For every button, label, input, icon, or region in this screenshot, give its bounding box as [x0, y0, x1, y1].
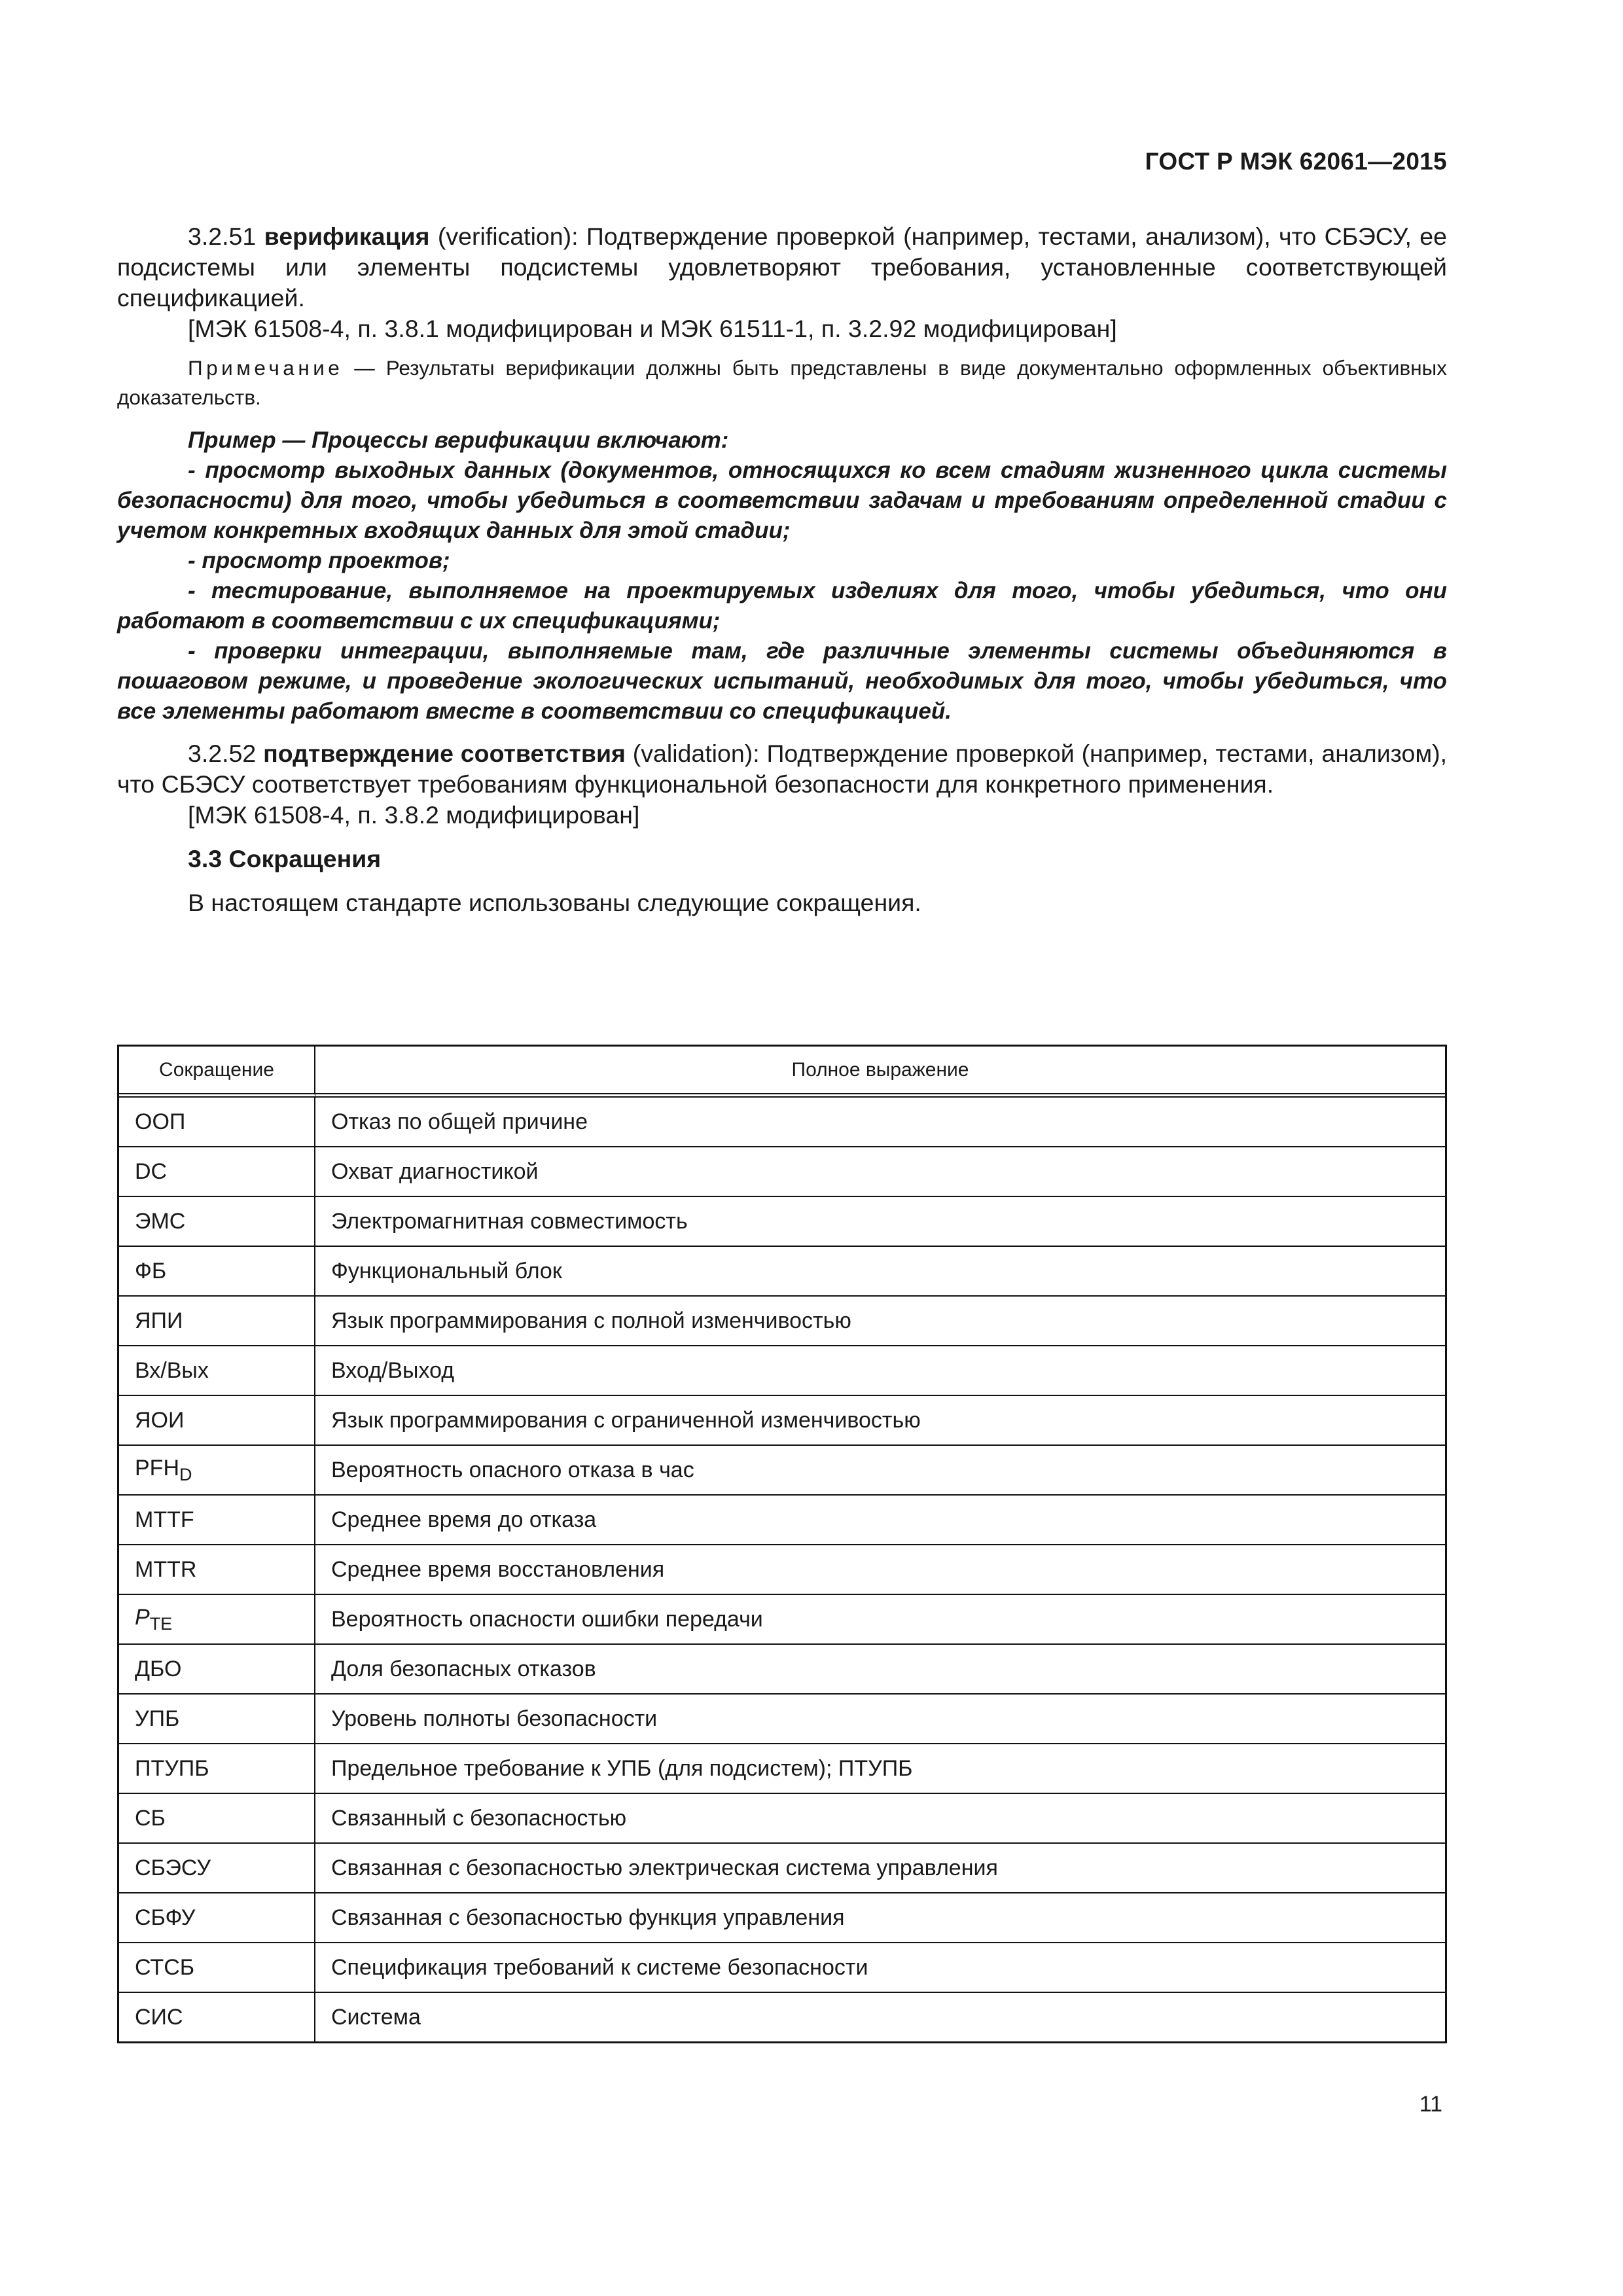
table-row: [119, 1496, 1445, 1545]
abbreviation-cell: [119, 1446, 315, 1496]
full-expression-cell: Уровень полноты безопасности: [315, 1695, 1445, 1744]
term-3-2-52: [117, 738, 1447, 800]
abbreviation-text: СБФУ: [135, 1905, 196, 1930]
abbreviation-text: ООП: [135, 1109, 186, 1134]
full-expression-cell: Электромагнитная совместимость: [315, 1197, 1445, 1247]
abbreviations-table: [117, 1045, 1447, 2043]
term-reference: [МЭК 61508-4, п. 3.8.2 модифицирован]: [188, 801, 640, 829]
term-number: 3.2.52: [188, 740, 257, 767]
document-header: ГОСТ Р МЭК 62061—2015: [1145, 148, 1447, 175]
full-expression-cell: Доля безопасных отказов: [315, 1645, 1445, 1695]
column-header: Сокращение: [119, 1047, 315, 1098]
abbreviation-cell: [119, 1247, 315, 1297]
abbreviation-cell: [119, 1993, 315, 2041]
abbreviation-cell: [119, 1147, 315, 1197]
full-expression-cell: Предельное требование к УПБ (для подсистем); ПТУПБ: [315, 1744, 1445, 1794]
full-expression-cell: Система: [331, 2004, 421, 2030]
table-row: [119, 1247, 1445, 1297]
note: [117, 353, 1447, 412]
abbreviation-cell: [119, 1794, 315, 1844]
abbreviation-cell: [119, 1645, 315, 1695]
abbreviation-text: P: [135, 1604, 150, 1630]
table-row: [119, 1446, 1445, 1496]
abbreviation-cell: [119, 1943, 315, 1993]
term-english: (verification): [437, 223, 572, 250]
table-row: [119, 1197, 1445, 1247]
example-item: - тестирование, выполняемое на проектируемых изделиях для того, чтобы убедиться, что они работают в соответствии с их спецификациями;: [117, 578, 1447, 634]
full-expression-cell: Связанный с безопасностью: [315, 1794, 1445, 1844]
note-label: Примечание: [188, 356, 344, 380]
table-row: [119, 1893, 1445, 1943]
example-item: - просмотр выходных данных (документов, относящихся ко всем стадиям жизненного цикла системы безопасности) для того, чтобы убедиться в соответствии задачам и требованиям определенной стадии с учетом конкретных входящих данных для этой стадии;: [117, 457, 1447, 543]
term-definition: : Подтверждение проверкой (например, тестами, анализом), что СБЭСУ, ее подсистемы или элементы подсистемы удовлетворяют требования, установленные соответствующей спецификацией.: [117, 223, 1447, 312]
full-expression-cell: Вход/Выход: [315, 1346, 1445, 1396]
full-expression-cell: Спецификация требований к системе безопасности: [315, 1943, 1445, 1993]
abbreviation-cell: [119, 1098, 315, 1147]
example-intro: Пример — Процессы верификации включают:: [188, 427, 729, 453]
page-number: 11: [1419, 2092, 1442, 2117]
full-expression-cell: Связанная с безопасностью функция управления: [315, 1893, 1445, 1943]
full-expression-cell: Отказ по общей причине: [315, 1098, 1445, 1147]
abbreviation-text: ФБ: [135, 1258, 167, 1283]
section-intro: В настоящем стандарте использованы следующие сокращения.: [188, 889, 921, 916]
section-heading: 3.3 Сокращения: [188, 845, 382, 872]
note-text: — Результаты верификации должны быть представлены в виде документально оформленных объективных доказательств.: [117, 356, 1447, 409]
term-english: (validation): [632, 740, 753, 767]
abbreviation-cell: [119, 1346, 315, 1396]
full-expression-cell: Функциональный блок: [315, 1247, 1445, 1297]
table-row: [119, 1396, 1445, 1446]
abbreviation-cell: [119, 1496, 315, 1545]
term-reference: [МЭК 61508-4, п. 3.8.1 модифицирован и МЭК 61511-1, п. 3.2.92 модифицирован]: [188, 315, 1117, 342]
abbreviation-subscript: TE: [149, 1613, 173, 1634]
full-expression-cell: Охват диагностикой: [315, 1147, 1445, 1197]
abbreviation-text: MTTR: [135, 1556, 197, 1582]
abbreviation-text: Вх/Вых: [135, 1357, 209, 1383]
table-row: [119, 1645, 1445, 1695]
full-expression-cell: Язык программирования с полной изменчивостью: [315, 1297, 1445, 1346]
abbreviation-text: PFH: [135, 1455, 179, 1480]
table-row: [119, 1993, 1445, 2041]
table-row: [119, 1147, 1445, 1197]
full-expression-cell: Среднее время восстановления: [315, 1545, 1445, 1595]
full-expression-cell: Связанная с безопасностью электрическая система управления: [315, 1844, 1445, 1893]
abbreviation-text: УПБ: [135, 1706, 180, 1731]
full-expression-cell: Язык программирования с ограниченной изменчивостью: [315, 1396, 1445, 1446]
abbreviation-text: ЯПИ: [135, 1308, 183, 1333]
abbreviation-text: СБ: [135, 1805, 166, 1831]
example-item: - просмотр проектов;: [188, 548, 450, 573]
abbreviation-text: СБЭСУ: [135, 1855, 211, 1880]
abbreviation-cell: [119, 1545, 315, 1595]
table-row: [119, 1098, 1445, 1147]
example-item: - проверки интеграции, выполняемые там, где различные элементы системы объединяются в пошаговом режиме, и проведение экологических испытаний, необходимых для того, чтобы убедиться, что все элементы работают вместе в соответствии со спецификацией.: [117, 638, 1447, 724]
abbreviation-cell: [119, 1893, 315, 1943]
full-expression-cell: Вероятность опасности ошибки передачи: [315, 1595, 1445, 1645]
table-row: [119, 1595, 1445, 1645]
table-row: [119, 1844, 1445, 1893]
abbreviation-cell: [119, 1595, 315, 1645]
table-body: [119, 1098, 1445, 2041]
term-name: верификация: [264, 223, 430, 250]
table-header-row: [119, 1047, 1445, 1098]
abbreviation-text: ДБО: [135, 1656, 182, 1681]
document-body: [117, 221, 1447, 918]
term-3-2-51: [117, 221, 1447, 314]
table-row: [119, 1545, 1445, 1595]
table-row: [119, 1695, 1445, 1744]
abbreviation-cell: [119, 1695, 315, 1744]
full-expression-cell: Вероятность опасного отказа в час: [315, 1446, 1445, 1496]
abbreviation-cell: [119, 1744, 315, 1794]
term-name: подтверждение соответствия: [263, 740, 626, 767]
abbreviation-text: DC: [135, 1158, 168, 1184]
table-row: [119, 1943, 1445, 1993]
abbreviation-cell: [119, 1197, 315, 1247]
table-row: [119, 1346, 1445, 1396]
abbreviation-cell: [119, 1844, 315, 1893]
abbreviation-text: ЭМС: [135, 1208, 186, 1234]
abbreviation-subscript: D: [179, 1464, 192, 1484]
abbreviation-cell: [119, 1396, 315, 1446]
abbreviation-text: ПТУПБ: [135, 1755, 209, 1781]
abbreviation-cell: [119, 1297, 315, 1346]
table-row: [119, 1744, 1445, 1794]
abbreviation-text: СТСБ: [135, 1954, 195, 1980]
example-block: [117, 425, 1447, 726]
term-number: 3.2.51: [188, 223, 257, 250]
abbreviation-text: ЯОИ: [135, 1407, 185, 1433]
table-row: [119, 1297, 1445, 1346]
term-definition: : Подтверждение проверкой (например, тестами, анализом), что СБЭСУ соответствует требованиям функциональной безопасности для конкретного применения.: [117, 740, 1448, 798]
table-row: [119, 1794, 1445, 1844]
column-header: Полное выражение: [315, 1047, 1445, 1098]
abbreviation-text: СИС: [135, 2004, 183, 2030]
abbreviation-text: MTTF: [135, 1507, 194, 1532]
full-expression-cell: Среднее время до отказа: [315, 1496, 1445, 1545]
